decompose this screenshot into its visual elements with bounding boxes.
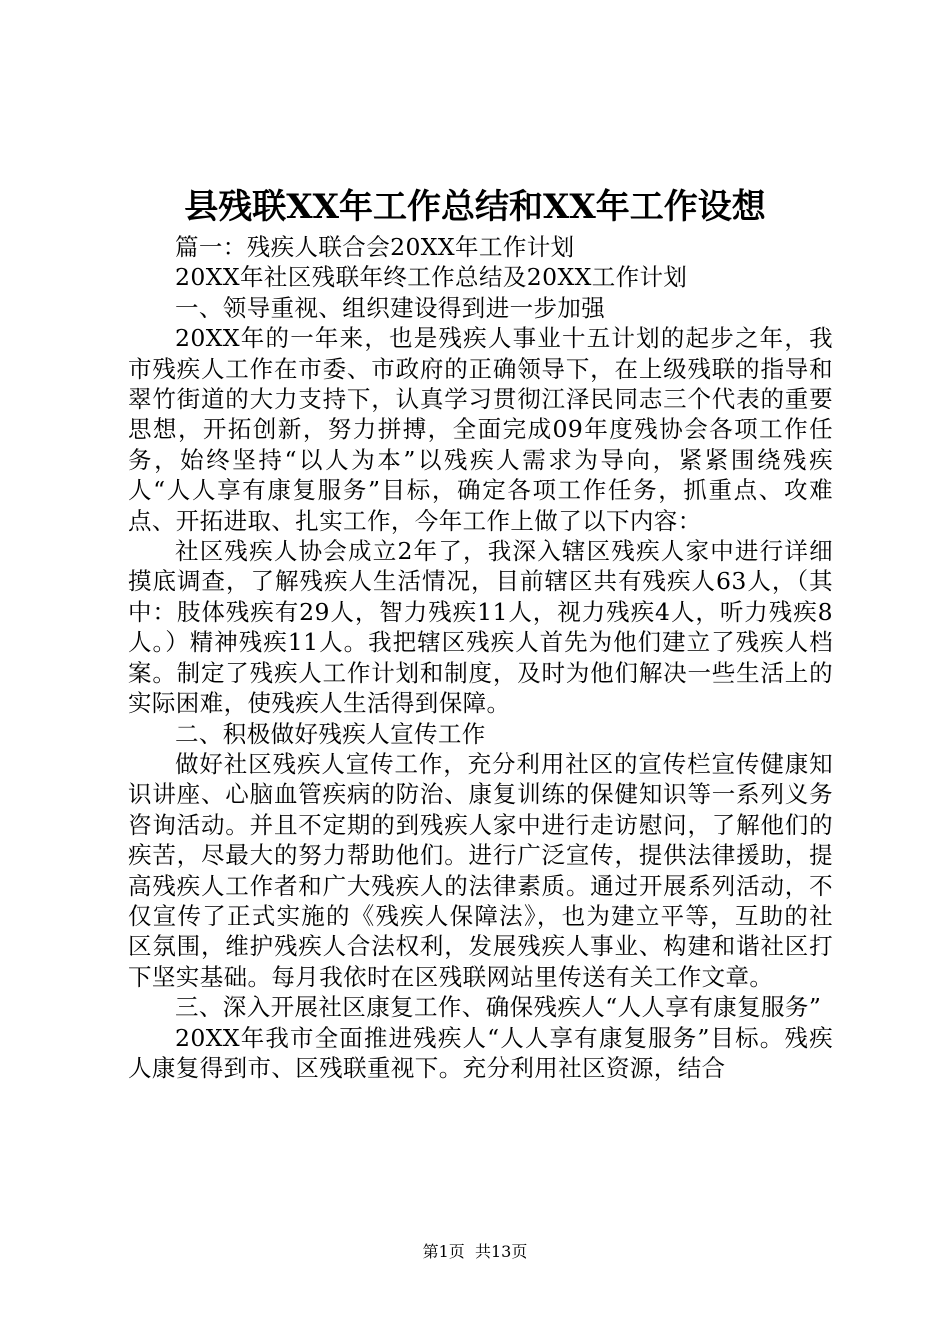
page-total: 共13页 [474,1242,528,1261]
paragraph-subtitle: 20XX年社区残联年终工作总结及20XX工作计划 [175,263,688,292]
section-heading-1: 一、领导重视、组织建设得到进一步加强 [175,293,606,322]
document-body [128,232,833,1083]
paragraph-3: 做好社区残疾人宣传工作，充分利用社区的宣传栏宣传健康知识讲座、心脑血管疾病的防治、康复训练的保健知识等一系列义务咨询活动。并且不定期的到残疾人家中进行走访慰问，了解他们的疾苦，尽最大的努力帮助他们。进行广泛宣传，提供法律援助，提高残疾人工作者和广大残疾人的法律素质。通过开展系列活动，不仅宣传了正式实施的《残疾人保障法》，也为建立平等，互助的社区氛围，维护残疾人合法权利，发展残疾人事业、构建和谐社区打下坚实基础。每月我依时在区残联网站里传送有关工作文章。 [128,749,833,991]
section-heading-3: 三、深入开展社区康复工作、确保残疾人“人人享有康复服务” [175,993,822,1022]
document-title: 县残联XX年工作总结和XX年工作设想 [184,187,766,227]
page-number: 第1页 [422,1242,465,1261]
paragraph-1: 20XX年的一年来，也是残疾人事业十五计划的起步之年，我市残疾人工作在市委、市政府的正确领导下，在上级残联的指导和翠竹街道的大力支持下，认真学习贯彻江泽民同志三个代表的重要思想，开拓创新，努力拼搏，全面完成09年度残协会各项工作任务，始终坚持“以人为本”以残疾人需求为导向，紧紧围绕残疾人“人人享有康复服务”目标，确定各项工作任务，抓重点、攻难点、开拓进取、扎实工作，今年工作上做了以下内容： [128,324,833,535]
section-heading-2: 二、积极做好残疾人宣传工作 [175,719,486,748]
paragraph-2: 社区残疾人协会成立2年了，我深入辖区残疾人家中进行详细摸底调查，了解残疾人生活情况，目前辖区共有残疾人63人，（其中：肢体残疾有29人，智力残疾11人，视力残疾4人，听力残疾8人。）精神残疾11人。我把辖区残疾人首先为他们建立了残疾人档案。制定了残疾人工作计划和制度，及时为他们解决一些生活上的实际困难，使残疾人生活得到保障。 [128,537,833,718]
page-footer [0,1240,950,1264]
paragraph-4: 20XX年我市全面推进残疾人“人人享有康复服务”目标。残疾人康复得到市、区残联重视下。充分利用社区资源，结合 [128,1023,833,1082]
paragraph-heading-article: 篇一：残疾人联合会20XX年工作计划 [175,233,575,261]
